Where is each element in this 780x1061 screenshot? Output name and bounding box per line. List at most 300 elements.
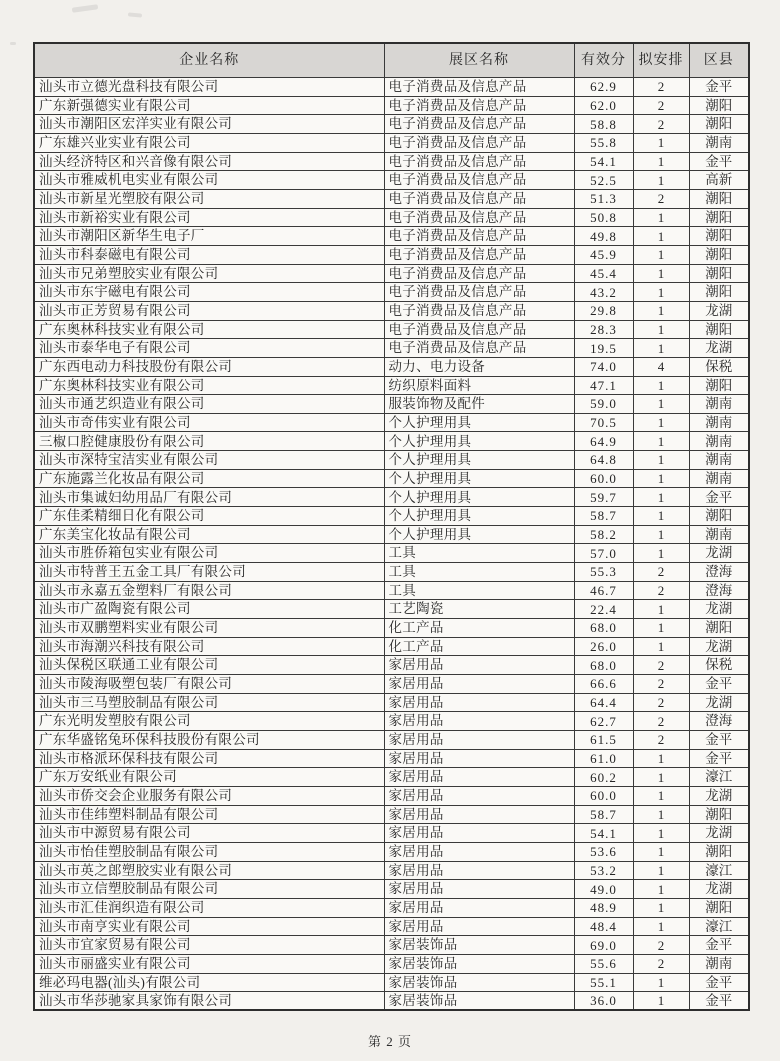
page-number: 第 2 页	[367, 1034, 412, 1049]
company-cell: 汕头市科泰磁电有限公司	[34, 245, 384, 264]
table-row	[34, 563, 749, 582]
zone-cell: 电子消费品及信息产品	[384, 227, 574, 246]
company-cell: 汕头市宜家贸易有限公司	[34, 936, 384, 955]
table-row	[34, 115, 749, 134]
arrange-cell: 1	[633, 413, 689, 432]
score-cell: 62.7	[574, 712, 633, 731]
arrange-cell: 1	[633, 133, 689, 152]
arrange-cell: 2	[633, 712, 689, 731]
district-cell: 潮阳	[689, 189, 749, 208]
arrange-cell: 1	[633, 507, 689, 526]
arrange-cell: 1	[633, 768, 689, 787]
table-row	[34, 171, 749, 190]
district-cell: 龙湖	[689, 301, 749, 320]
score-cell: 53.6	[574, 842, 633, 861]
district-cell: 金平	[689, 152, 749, 171]
company-cell: 汕头市立信塑胶制品有限公司	[34, 880, 384, 899]
arrange-cell: 1	[633, 973, 689, 992]
zone-cell: 家居用品	[384, 768, 574, 787]
company-cell: 汕头市双鹏塑料实业有限公司	[34, 619, 384, 638]
score-cell: 43.2	[574, 283, 633, 302]
arrange-cell: 1	[633, 898, 689, 917]
district-cell: 金平	[689, 973, 749, 992]
arrange-cell: 2	[633, 675, 689, 694]
district-cell: 潮南	[689, 133, 749, 152]
table-row	[34, 525, 749, 544]
table-row	[34, 824, 749, 843]
zone-cell: 家居用品	[384, 824, 574, 843]
arrange-cell: 1	[633, 152, 689, 171]
zone-cell: 家居装饰品	[384, 992, 574, 1011]
table-row	[34, 376, 749, 395]
arrange-cell: 1	[633, 488, 689, 507]
table-row	[34, 954, 749, 973]
arrange-cell: 2	[633, 730, 689, 749]
zone-cell: 家居用品	[384, 880, 574, 899]
arrange-cell: 1	[633, 619, 689, 638]
company-cell: 广东雄兴业实业有限公司	[34, 133, 384, 152]
company-cell: 汕头经济特区和兴音像有限公司	[34, 152, 384, 171]
company-cell: 广东新强德实业有限公司	[34, 96, 384, 115]
company-cell: 汕头市潮阳区新华生电子厂	[34, 227, 384, 246]
district-cell: 澄海	[689, 712, 749, 731]
table-row	[34, 189, 749, 208]
zone-cell: 家居用品	[384, 898, 574, 917]
column-header-arrange: 拟安排	[633, 43, 689, 78]
score-cell: 57.0	[574, 544, 633, 563]
score-cell: 55.8	[574, 133, 633, 152]
district-cell: 龙湖	[689, 339, 749, 358]
zone-cell: 化工产品	[384, 619, 574, 638]
arrange-cell: 2	[633, 96, 689, 115]
arrange-cell: 1	[633, 469, 689, 488]
arrange-cell: 1	[633, 227, 689, 246]
company-cell: 汕头市中源贸易有限公司	[34, 824, 384, 843]
arrange-cell: 1	[633, 264, 689, 283]
table-row	[34, 208, 749, 227]
zone-cell: 工艺陶瓷	[384, 600, 574, 619]
score-cell: 58.7	[574, 507, 633, 526]
arrange-cell: 1	[633, 544, 689, 563]
score-cell: 58.7	[574, 805, 633, 824]
district-cell: 金平	[689, 749, 749, 768]
district-cell: 潮阳	[689, 264, 749, 283]
company-cell: 广东西电动力科技股份有限公司	[34, 357, 384, 376]
district-cell: 潮阳	[689, 96, 749, 115]
zone-cell: 电子消费品及信息产品	[384, 339, 574, 358]
column-header-zone: 展区名称	[384, 43, 574, 78]
exhibitor-score-table	[33, 42, 750, 1011]
zone-cell: 个人护理用具	[384, 488, 574, 507]
company-cell: 汕头市立德光盘科技有限公司	[34, 78, 384, 97]
district-cell: 潮阳	[689, 245, 749, 264]
district-cell: 潮阳	[689, 283, 749, 302]
table-row	[34, 619, 749, 638]
zone-cell: 家居用品	[384, 730, 574, 749]
zone-cell: 家居用品	[384, 786, 574, 805]
district-cell: 潮阳	[689, 320, 749, 339]
district-cell: 潮阳	[689, 227, 749, 246]
score-cell: 64.4	[574, 693, 633, 712]
arrange-cell: 1	[633, 880, 689, 899]
scan-artifact	[128, 12, 142, 17]
table-row	[34, 992, 749, 1011]
district-cell: 潮阳	[689, 805, 749, 824]
table-row	[34, 693, 749, 712]
zone-cell: 电子消费品及信息产品	[384, 133, 574, 152]
arrange-cell: 4	[633, 357, 689, 376]
company-cell: 汕头市正芳贸易有限公司	[34, 301, 384, 320]
score-cell: 46.7	[574, 581, 633, 600]
score-cell: 52.5	[574, 171, 633, 190]
score-cell: 19.5	[574, 339, 633, 358]
arrange-cell: 1	[633, 861, 689, 880]
company-cell: 广东施露兰化妆品有限公司	[34, 469, 384, 488]
company-cell: 汕头市胜侨箱包实业有限公司	[34, 544, 384, 563]
company-cell: 汕头市新星光塑胶有限公司	[34, 189, 384, 208]
company-cell: 汕头市通艺织造业有限公司	[34, 395, 384, 414]
company-cell: 维必玛电器(汕头)有限公司	[34, 973, 384, 992]
company-cell: 汕头市泰华电子有限公司	[34, 339, 384, 358]
company-cell: 汕头市深特宝洁实业有限公司	[34, 451, 384, 470]
score-cell: 60.2	[574, 768, 633, 787]
company-cell: 广东奥林科技实业有限公司	[34, 376, 384, 395]
arrange-cell: 1	[633, 917, 689, 936]
table-row	[34, 488, 749, 507]
company-cell: 汕头市丽盛实业有限公司	[34, 954, 384, 973]
table-row	[34, 301, 749, 320]
score-cell: 64.8	[574, 451, 633, 470]
table-row	[34, 917, 749, 936]
table-row	[34, 413, 749, 432]
table-row	[34, 357, 749, 376]
company-cell: 汕头市奇伟实业有限公司	[34, 413, 384, 432]
district-cell: 潮南	[689, 954, 749, 973]
table-row	[34, 973, 749, 992]
company-cell: 汕头保税区联通工业有限公司	[34, 656, 384, 675]
table-row	[34, 675, 749, 694]
company-cell: 汕头市兄弟塑胶实业有限公司	[34, 264, 384, 283]
zone-cell: 电子消费品及信息产品	[384, 320, 574, 339]
zone-cell: 个人护理用具	[384, 469, 574, 488]
arrange-cell: 1	[633, 842, 689, 861]
company-cell: 广东奥林科技实业有限公司	[34, 320, 384, 339]
zone-cell: 服装饰物及配件	[384, 395, 574, 414]
arrange-cell: 2	[633, 656, 689, 675]
district-cell: 潮阳	[689, 208, 749, 227]
table-row	[34, 227, 749, 246]
zone-cell: 电子消费品及信息产品	[384, 189, 574, 208]
company-cell: 汕头市东宇磁电有限公司	[34, 283, 384, 302]
table-row	[34, 936, 749, 955]
zone-cell: 个人护理用具	[384, 507, 574, 526]
zone-cell: 家居用品	[384, 656, 574, 675]
arrange-cell: 2	[633, 563, 689, 582]
zone-cell: 个人护理用具	[384, 413, 574, 432]
zone-cell: 电子消费品及信息产品	[384, 245, 574, 264]
score-cell: 47.1	[574, 376, 633, 395]
score-cell: 62.0	[574, 96, 633, 115]
company-cell: 汕头市佳纬塑料制品有限公司	[34, 805, 384, 824]
company-cell: 汕头市集诚妇幼用品厂有限公司	[34, 488, 384, 507]
score-cell: 53.2	[574, 861, 633, 880]
table-row	[34, 339, 749, 358]
table-row	[34, 507, 749, 526]
district-cell: 潮阳	[689, 842, 749, 861]
arrange-cell: 1	[633, 805, 689, 824]
scan-artifact	[72, 4, 98, 13]
column-header-company: 企业名称	[34, 43, 384, 78]
score-cell: 70.5	[574, 413, 633, 432]
arrange-cell: 1	[633, 600, 689, 619]
table-row	[34, 264, 749, 283]
arrange-cell: 1	[633, 432, 689, 451]
district-cell: 高新	[689, 171, 749, 190]
district-cell: 澄海	[689, 581, 749, 600]
district-cell: 龙湖	[689, 824, 749, 843]
company-cell: 汕头市潮阳区宏洋实业有限公司	[34, 115, 384, 134]
district-cell: 金平	[689, 992, 749, 1011]
company-cell: 汕头市海潮兴科技有限公司	[34, 637, 384, 656]
score-cell: 58.2	[574, 525, 633, 544]
score-cell: 28.3	[574, 320, 633, 339]
scan-artifact	[10, 42, 16, 45]
zone-cell: 家居用品	[384, 675, 574, 694]
arrange-cell: 1	[633, 301, 689, 320]
table-row	[34, 432, 749, 451]
zone-cell: 家居装饰品	[384, 936, 574, 955]
company-cell: 汕头市雅威机电实业有限公司	[34, 171, 384, 190]
table-row	[34, 451, 749, 470]
zone-cell: 电子消费品及信息产品	[384, 152, 574, 171]
score-cell: 54.1	[574, 152, 633, 171]
score-cell: 45.9	[574, 245, 633, 264]
table-row	[34, 544, 749, 563]
zone-cell: 电子消费品及信息产品	[384, 283, 574, 302]
company-cell: 汕头市新裕实业有限公司	[34, 208, 384, 227]
score-cell: 74.0	[574, 357, 633, 376]
company-cell: 广东美宝化妆品有限公司	[34, 525, 384, 544]
arrange-cell: 1	[633, 786, 689, 805]
arrange-cell: 1	[633, 749, 689, 768]
table-row	[34, 78, 749, 97]
arrange-cell: 1	[633, 208, 689, 227]
arrange-cell: 2	[633, 115, 689, 134]
zone-cell: 电子消费品及信息产品	[384, 301, 574, 320]
score-cell: 61.0	[574, 749, 633, 768]
score-cell: 48.4	[574, 917, 633, 936]
district-cell: 潮南	[689, 413, 749, 432]
company-cell: 汕头市侨交会企业服务有限公司	[34, 786, 384, 805]
district-cell: 龙湖	[689, 693, 749, 712]
header-row	[34, 43, 749, 78]
zone-cell: 家居用品	[384, 693, 574, 712]
district-cell: 保税	[689, 357, 749, 376]
score-cell: 68.0	[574, 619, 633, 638]
table-row	[34, 152, 749, 171]
zone-cell: 电子消费品及信息产品	[384, 264, 574, 283]
arrange-cell: 1	[633, 525, 689, 544]
table-row	[34, 637, 749, 656]
zone-cell: 个人护理用具	[384, 525, 574, 544]
company-cell: 广东光明发塑胶有限公司	[34, 712, 384, 731]
score-cell: 29.8	[574, 301, 633, 320]
company-cell: 汕头市南亨实业有限公司	[34, 917, 384, 936]
zone-cell: 化工产品	[384, 637, 574, 656]
zone-cell: 纺织原料面料	[384, 376, 574, 395]
district-cell: 潮南	[689, 432, 749, 451]
score-cell: 62.9	[574, 78, 633, 97]
district-cell: 金平	[689, 488, 749, 507]
company-cell: 汕头市怡佳塑胶制品有限公司	[34, 842, 384, 861]
zone-cell: 家居用品	[384, 805, 574, 824]
company-cell: 汕头市格派环保科技有限公司	[34, 749, 384, 768]
table-row	[34, 133, 749, 152]
district-cell: 潮阳	[689, 507, 749, 526]
arrange-cell: 1	[633, 339, 689, 358]
score-cell: 66.6	[574, 675, 633, 694]
district-cell: 濠江	[689, 768, 749, 787]
district-cell: 潮南	[689, 469, 749, 488]
zone-cell: 工具	[384, 581, 574, 600]
table-row	[34, 730, 749, 749]
table-row	[34, 786, 749, 805]
zone-cell: 家居用品	[384, 861, 574, 880]
company-cell: 汕头市广盈陶瓷有限公司	[34, 600, 384, 619]
score-cell: 61.5	[574, 730, 633, 749]
column-header-district: 区县	[689, 43, 749, 78]
district-cell: 龙湖	[689, 786, 749, 805]
table-row	[34, 245, 749, 264]
score-cell: 48.9	[574, 898, 633, 917]
district-cell: 潮阳	[689, 376, 749, 395]
score-cell: 64.9	[574, 432, 633, 451]
district-cell: 龙湖	[689, 600, 749, 619]
arrange-cell: 2	[633, 954, 689, 973]
company-cell: 广东华盛铭兔环保科技股份有限公司	[34, 730, 384, 749]
company-cell: 汕头市三马塑胶制品有限公司	[34, 693, 384, 712]
company-cell: 汕头市特普王五金工具厂有限公司	[34, 563, 384, 582]
district-cell: 龙湖	[689, 637, 749, 656]
table-row	[34, 283, 749, 302]
table-body	[34, 78, 749, 1011]
zone-cell: 个人护理用具	[384, 432, 574, 451]
score-cell: 55.1	[574, 973, 633, 992]
score-cell: 51.3	[574, 189, 633, 208]
district-cell: 潮阳	[689, 898, 749, 917]
score-cell: 45.4	[574, 264, 633, 283]
district-cell: 龙湖	[689, 880, 749, 899]
table-row	[34, 600, 749, 619]
column-header-score: 有效分	[574, 43, 633, 78]
arrange-cell: 2	[633, 78, 689, 97]
table-row	[34, 749, 749, 768]
table-row	[34, 880, 749, 899]
zone-cell: 动力、电力设备	[384, 357, 574, 376]
score-cell: 60.0	[574, 786, 633, 805]
score-cell: 49.8	[574, 227, 633, 246]
score-cell: 58.8	[574, 115, 633, 134]
table-row	[34, 805, 749, 824]
score-cell: 59.0	[574, 395, 633, 414]
score-cell: 60.0	[574, 469, 633, 488]
arrange-cell: 2	[633, 693, 689, 712]
score-cell: 49.0	[574, 880, 633, 899]
table-row	[34, 861, 749, 880]
company-cell: 汕头市汇佳润织造有限公司	[34, 898, 384, 917]
arrange-cell: 1	[633, 992, 689, 1011]
arrange-cell: 1	[633, 637, 689, 656]
zone-cell: 家居用品	[384, 842, 574, 861]
zone-cell: 电子消费品及信息产品	[384, 115, 574, 134]
score-cell: 59.7	[574, 488, 633, 507]
company-cell: 汕头市华莎驰家具家饰有限公司	[34, 992, 384, 1011]
district-cell: 濠江	[689, 861, 749, 880]
table-row	[34, 656, 749, 675]
zone-cell: 个人护理用具	[384, 451, 574, 470]
district-cell: 金平	[689, 78, 749, 97]
table-row	[34, 768, 749, 787]
district-cell: 金平	[689, 936, 749, 955]
table-row	[34, 842, 749, 861]
score-cell: 22.4	[574, 600, 633, 619]
table-header	[34, 43, 749, 78]
zone-cell: 工具	[384, 563, 574, 582]
arrange-cell: 1	[633, 824, 689, 843]
company-cell: 汕头市英之郎塑胶实业有限公司	[34, 861, 384, 880]
district-cell: 潮南	[689, 395, 749, 414]
table-row	[34, 898, 749, 917]
company-cell: 广东佳柔精细日化有限公司	[34, 507, 384, 526]
zone-cell: 电子消费品及信息产品	[384, 208, 574, 227]
score-cell: 26.0	[574, 637, 633, 656]
arrange-cell: 1	[633, 245, 689, 264]
arrange-cell: 1	[633, 451, 689, 470]
district-cell: 澄海	[689, 563, 749, 582]
zone-cell: 电子消费品及信息产品	[384, 78, 574, 97]
zone-cell: 家居用品	[384, 917, 574, 936]
table-row	[34, 395, 749, 414]
arrange-cell: 2	[633, 189, 689, 208]
arrange-cell: 1	[633, 320, 689, 339]
zone-cell: 家居装饰品	[384, 973, 574, 992]
score-cell: 68.0	[574, 656, 633, 675]
zone-cell: 电子消费品及信息产品	[384, 171, 574, 190]
zone-cell: 家居用品	[384, 749, 574, 768]
company-cell: 汕头市永嘉五金塑料厂有限公司	[34, 581, 384, 600]
zone-cell: 电子消费品及信息产品	[384, 96, 574, 115]
zone-cell: 家居装饰品	[384, 954, 574, 973]
score-cell: 36.0	[574, 992, 633, 1011]
zone-cell: 家居用品	[384, 712, 574, 731]
arrange-cell: 2	[633, 581, 689, 600]
score-cell: 55.3	[574, 563, 633, 582]
score-cell: 55.6	[574, 954, 633, 973]
arrange-cell: 1	[633, 376, 689, 395]
company-cell: 三椒口腔健康股份有限公司	[34, 432, 384, 451]
arrange-cell: 2	[633, 936, 689, 955]
arrange-cell: 1	[633, 171, 689, 190]
district-cell: 龙湖	[689, 544, 749, 563]
score-cell: 69.0	[574, 936, 633, 955]
district-cell: 濠江	[689, 917, 749, 936]
arrange-cell: 1	[633, 283, 689, 302]
district-cell: 潮阳	[689, 619, 749, 638]
company-cell: 汕头市陵海吸塑包装厂有限公司	[34, 675, 384, 694]
district-cell: 金平	[689, 730, 749, 749]
district-cell: 潮阳	[689, 115, 749, 134]
company-cell: 广东万安纸业有限公司	[34, 768, 384, 787]
